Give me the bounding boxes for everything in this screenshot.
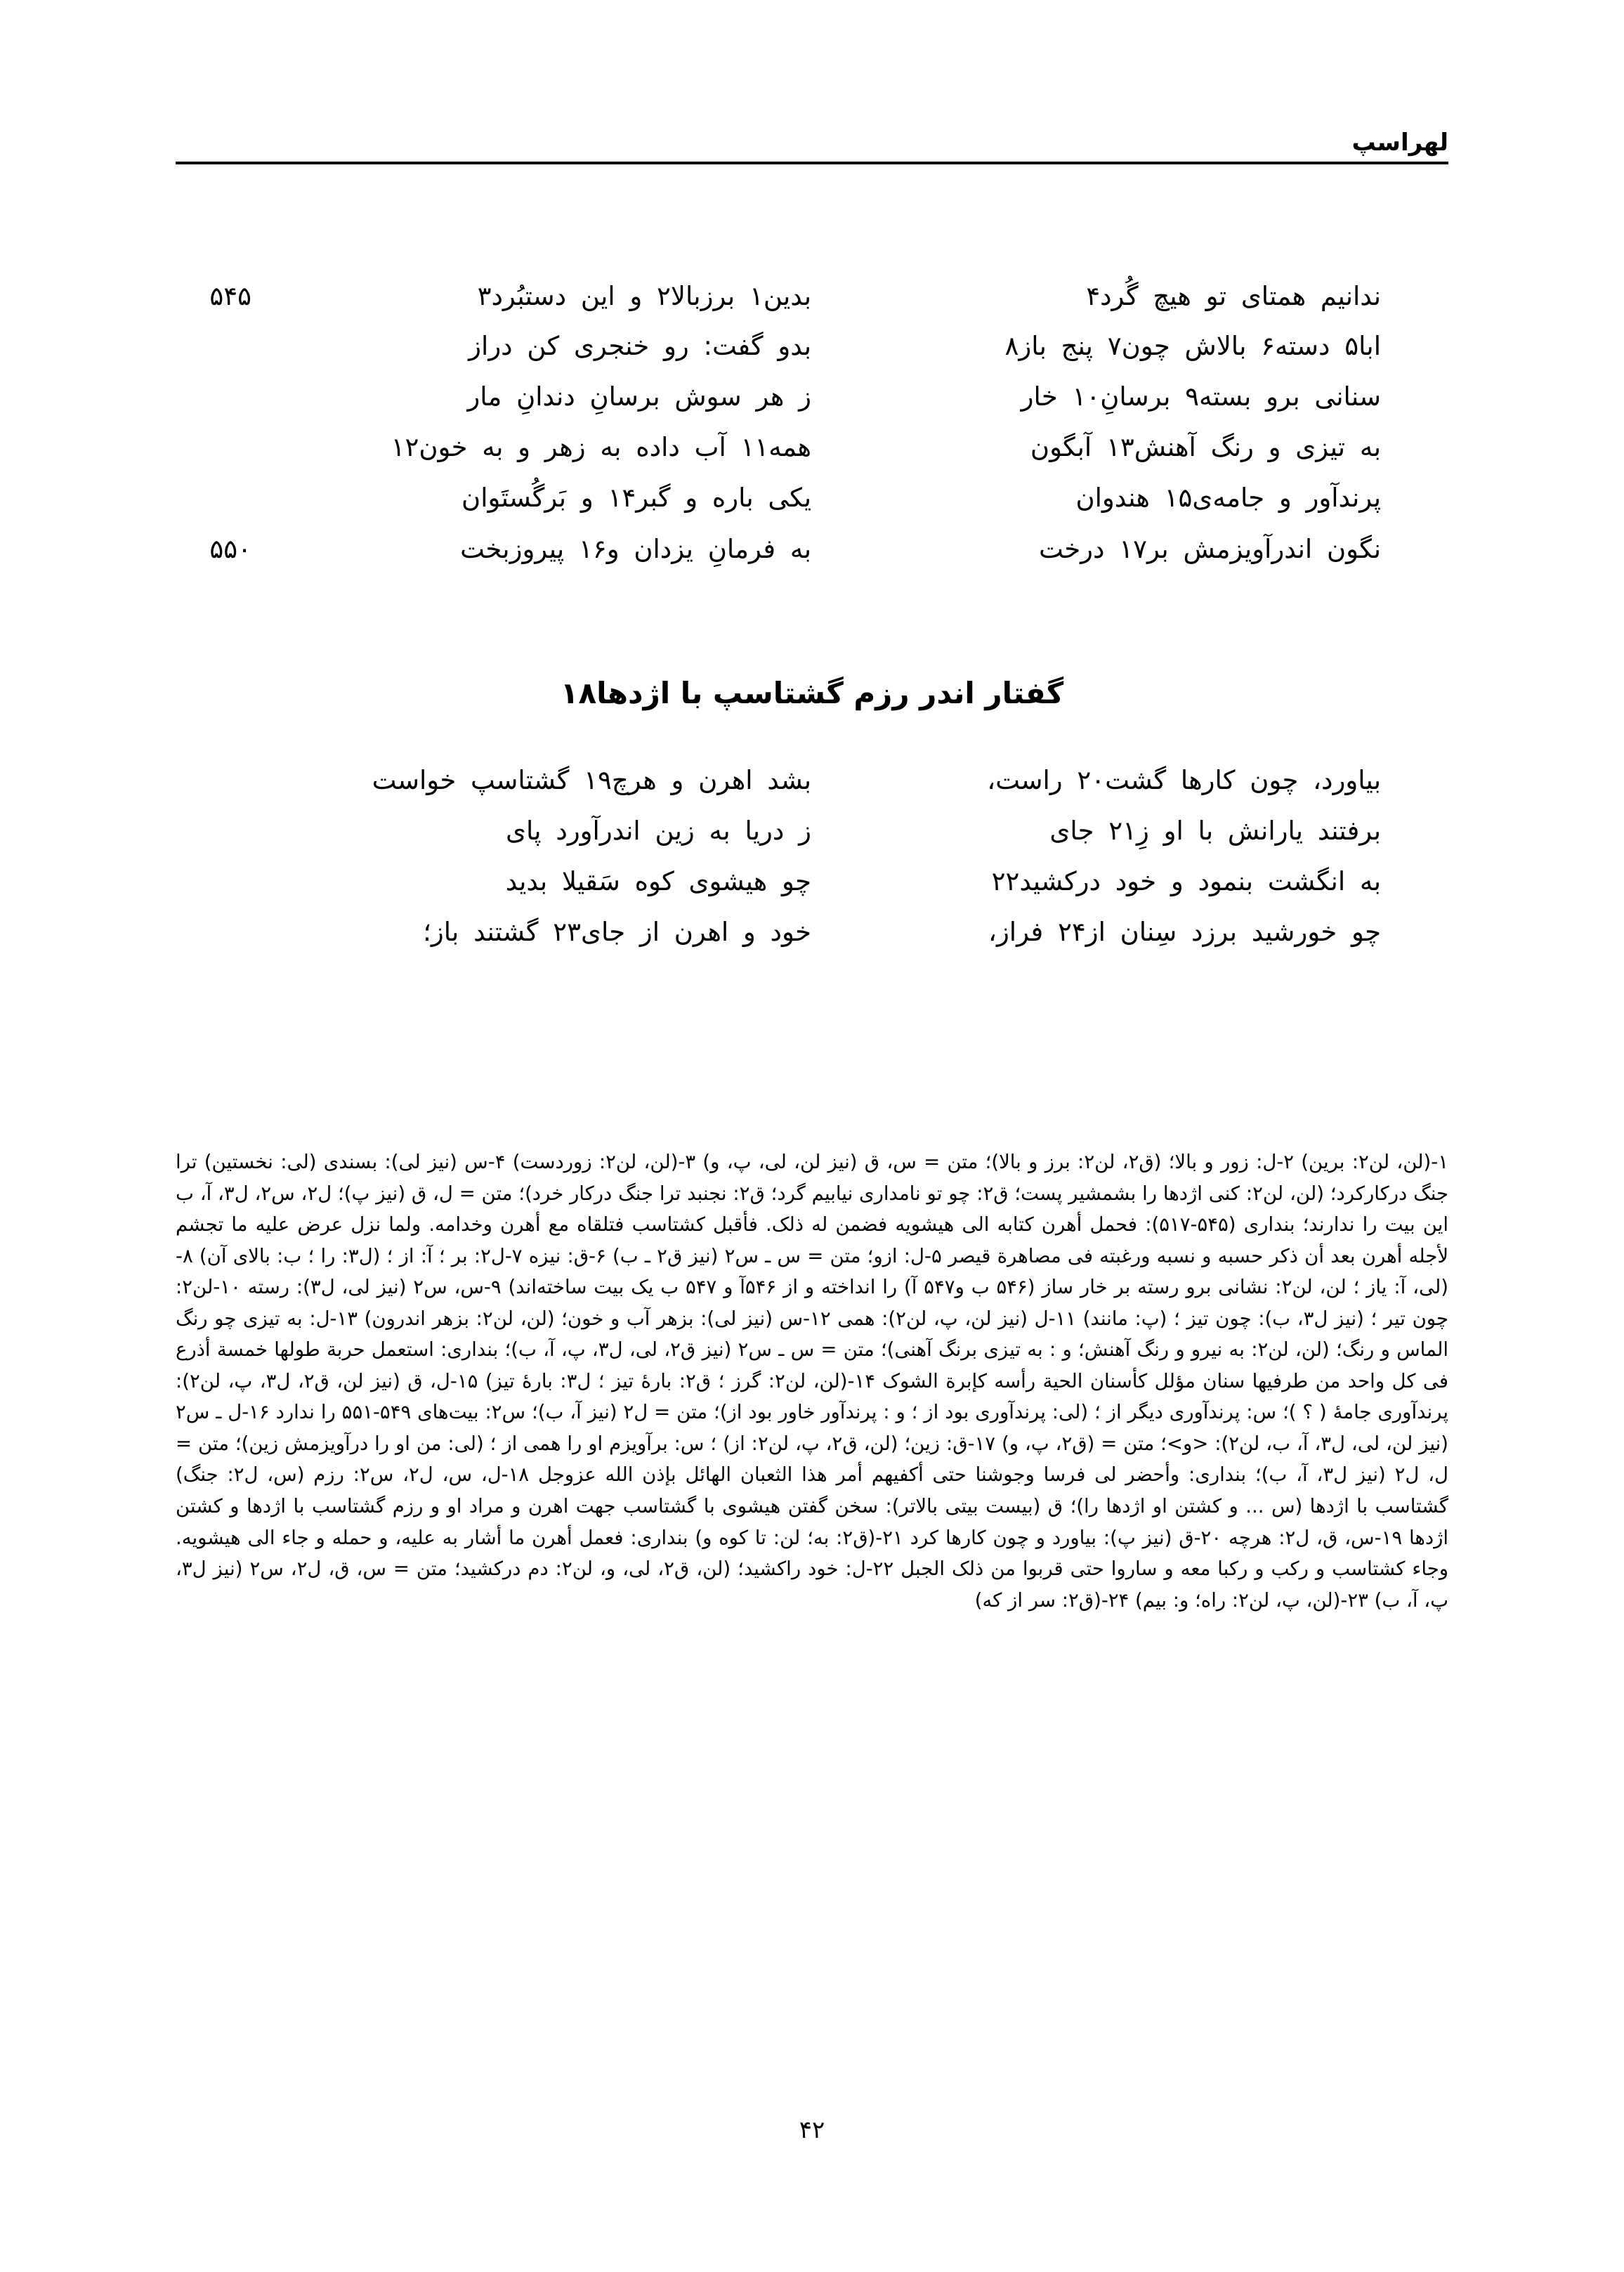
footnote-paragraph: ۱-(لن، لن۲: برین) ۲-ل: زور و بالا؛ (ق۲، لن۲: برز و بالا)؛ متن = س، ق (نیز لن، لی، پ، و) ۳-(لن، لن۲: زوردست) ۴-س (نیز لی): بسندی (لی: نخستین) ترا جنگ درکارکرد؛ (لن، لن۲: کنی اژدها را بشمشیر پست؛ ق۲: چو تو نامداری نیابیم گرد؛ ق۲: نجنبد ترا جنگ درکار خرد)؛ متن = ل، ق (نیز پ)؛ ل۲، س۲، ل۳، آ، ب این بیت را ندارند؛ بنداری (۵۴۵-۵۱۷): فحمل أهرن کتابه الی هیشویه فضمن له ذلک. فأقبل کشتاسب فتلقاه مع أهرن وخدامه. ولما نزل عرض علیه ما تجشم لأجله أهرن بعد أن ذکر حسبه و نسبه ورغبته فی مصاهرة قیصر ۵-ل: ازو؛ متن = س ـ س۲ (نیز ق۲ ـ ب) ۶-ق: نیزه ۷-ل۲: بر ؛ آ: از ؛ (ل۳: را ؛ ب: بالای آن) ۸-(لی، آ: یاز ؛ لن، لن۲: نشانی برو رسته بر خار ساز (۵۴۶ ب و۵۴۷ آ) را انداخته و از ۵۴۶آ و ۵۴۷ ب یک بیت ساخته‌اند) ۹-س، س۲ (نیز لی، ل۳): رسته ۱۰-لن۲: چون تیر ؛ (نیز ل۳، ب): چون تیز ؛ (پ: مانند) ۱۱-ل (نیز لن، پ، لن۲): همی ۱۲-س (نیز لی): بزهر آب و خون؛ (لن، لن۲: بزهر اندرون) ۱۳-ل: به تیزی چو رنگ الماس و رنگ؛ (لن، لن۲: به نیرو و رنگ آهنش؛ و : به تیزی برنگ آهنی)؛ متن = س ـ س۲ (نیز ق۲، لی، ل۳، پ، آ، ب)؛ بنداری: استعمل حربة طولها خمسة أذرع فی کل واحد من طرفیها سنان مؤلل کأسنان الحیة رأسه کإبرة الشوک ۱۴-(لن، لن۲: گرز ؛ ق۲: بارهٔ تیز ؛ ل۳: بارهٔ تیز) ۱۵-ل، ق (نیز لن، ق۲، ل۳، پ، لن۲): پرندآوری جامهٔ ( ؟ )؛ س: پرندآوری دیگر از ؛ (لی: پرندآوری بود از ؛ و : پرندآور خاور بود از)؛ متن = ل۲ (نیز آ، ب)؛ س۲: بیت‌های ۵۴۹-۵۵۱ را ندارد ۱۶-ل ـ س۲ (نیز لن، لی، ل۳، آ، ب، لن۲): <و>؛ متن = (ق۲، پ، و) ۱۷-ق: زین؛ (لن، ق۲، پ، لن۲: از) ؛ س: برآویزم او را همی از ؛ (لی: من او را درآویزمش زین)؛ متن = ل، ل۲ (نیز ل۳، آ، ب)؛ بنداری: وأحضر لی فرسا وجوشنا حتی أکفیهم أمر هذا الثعبان الهائل بإذن الله عزوجل ۱۸-ل، س، ل۲، س۲: رزم (س، ل۲: جنگ) گشتاسب با اژدها (س ... و کشتن او اژدها را)؛ ق (بیست بیتی بالاتر): سخن گفتن هیشوی با گشتاسب جهت اهرن و مراد او و رزم گشتاسب با اژدها و کشتن اژدها ۱۹-س، ق، ل۲: هرچه ۲۰-ق (نیز پ): بیاورد و چون کارها کرد ۲۱-(ق۲: به؛ لن: تا کوه و) بنداری: فعمل أهرن ما أشار به علیه، و حمله و جاء الی هیشویه. وجاء کشتاسب و رکب و رکبا معه و ساروا حتی قربوا من ذلک الجبل ۲۲-ل: خود راکشید؛ (لن، ق۲، لی، و، لن۲: دم درکشید؛ متن = س، ق، ل۲، س۲ (نیز ل۳، پ، آ، ب) ۲۳-(لن، پ، لن۲: راه؛ و: بیم) ۲۴-(ق۲: سر از که) [176, 1151, 1449, 1612]
hemistich-a: به فرمانِ یزدان و۱۶ پیروزبخت [460, 534, 811, 564]
hemistich-b: چو خورشید برزد سِنان از۲۴ فراز، [988, 917, 1381, 947]
verse-line [176, 867, 1448, 918]
header-rule [176, 162, 1448, 164]
hemistich-b: نگون اندرآویزمش بر۱۷ درخت [1038, 534, 1381, 564]
running-head [176, 131, 1448, 180]
hemistich-a: بشد اهرن و هرچ۱۹ گشتاسپ خواست [372, 765, 811, 795]
hemistich-a: چو هیشوی کوه سَقیلا بدید [505, 866, 811, 896]
hemistich-b: ابا۵ دسته۶ بالاش چون۷ پنج باز۸ [1004, 331, 1381, 361]
hemistich-a: خود و اهرن از جای۲۳ گشتند باز؛ [423, 917, 811, 947]
verse-number: ۵۵۰ [209, 534, 251, 564]
hemistich-a: ز دریا به زین اندرآورد پای [506, 816, 811, 846]
verse-number: ۵۴۵ [209, 281, 251, 311]
hemistich-a: بدین۱ برزبالا۲ و این دستبُرد۳ [477, 281, 811, 311]
verse-line [176, 332, 1448, 382]
verse-block-1 [176, 281, 1448, 585]
hemistich-b: به تیزی و رنگ آهنش۱۳ آبگون [1030, 432, 1381, 462]
hemistich-b: ندانیم همتای تو هیچ گُرد۴ [1086, 281, 1381, 311]
footnote-apparatus [176, 1147, 1448, 1616]
hemistich-a: همه۱۱ آب داده به زهر و به خون۱۲ [391, 432, 811, 462]
running-head-title: لهراسپ [1351, 129, 1448, 157]
hemistich-a: یکی باره و گبر۱۴ و بَرگُستَوان [461, 483, 811, 513]
verse-block-2 [176, 766, 1448, 968]
verse-line [176, 433, 1448, 483]
hemistich-b: بیاورد، چون کارها گشت۲۰ راست، [987, 765, 1381, 795]
verse-line [176, 483, 1448, 534]
hemistich-a: بدو گفت: رو خنجری کن دراز [469, 331, 811, 361]
verse-line [176, 816, 1448, 867]
hemistich-b: به انگشت بنمود و خود درکشید۲۲ [991, 866, 1381, 896]
verse-line [176, 766, 1448, 816]
hemistich-b: سنانی برو بسته۹ برسانِ۱۰ خار [1021, 381, 1381, 412]
hemistich-b: پرندآور و جامه‌ی۱۵ هندوان [1075, 483, 1381, 513]
hemistich-b: برفتند یارانش با او زِ۲۱ جای [1049, 816, 1381, 846]
section-heading: گفتار اندر رزم گشتاسپ با اژدها۱۸ [560, 676, 1064, 710]
verse-line [176, 382, 1448, 433]
hemistich-a: ز هر سوش برسانِ دندانِ مار [467, 381, 811, 412]
verse-line [176, 281, 1448, 332]
verse-line [176, 918, 1448, 968]
page-number: ۴۲ [799, 2116, 825, 2144]
verse-line [176, 534, 1448, 585]
